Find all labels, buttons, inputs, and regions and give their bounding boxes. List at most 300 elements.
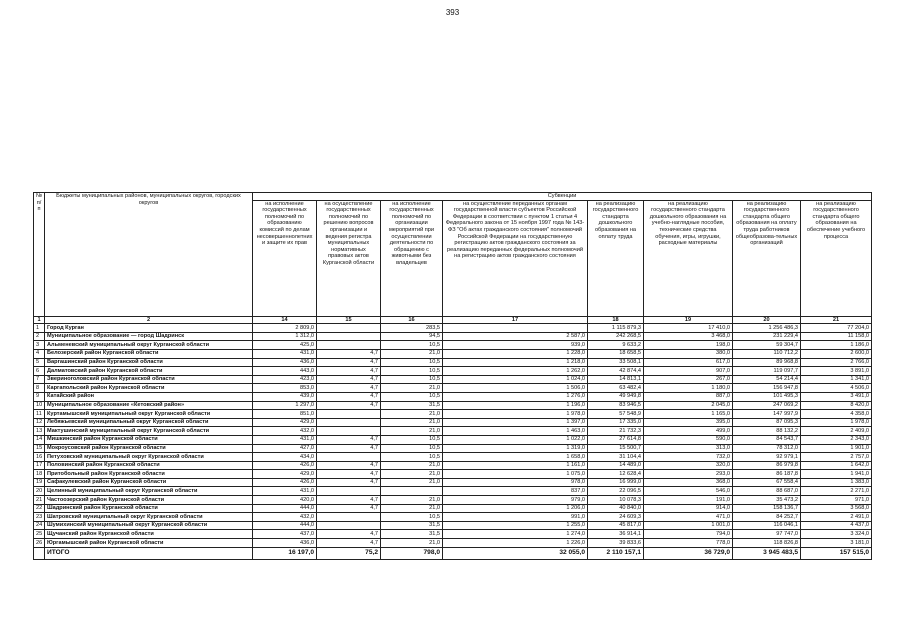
row-value: 116 046,1 [733,521,801,530]
row-value: 156 947,8 [733,384,801,393]
row-number: 20 [34,487,45,496]
row-value: 49 949,8 [588,392,644,401]
row-value: 2 343,0 [801,435,872,444]
row-value: 4,7 [317,461,381,470]
header-column: на реализацию государственного стандарта общего образования на оплату труда работников общеобразова-тельных организаций [733,200,801,316]
row-value: 31,5 [381,530,443,539]
row-value: 436,0 [253,358,317,367]
row-number: 22 [34,504,45,513]
row-value: 368,0 [644,478,733,487]
row-name: Звериноголовский район Курганской области [45,375,253,384]
header-subventions: Субвенции [253,193,872,201]
row-number: 19 [34,478,45,487]
row-value: 9 633,2 [588,341,644,350]
row-value: 8 420,0 [801,401,872,410]
row-number: 5 [34,358,45,367]
row-number: 16 [34,453,45,462]
row-value: 429,0 [253,418,317,427]
row-value: 31,5 [381,521,443,530]
table-row [34,530,872,539]
row-value: 778,0 [644,539,733,548]
row-name: Целинный муниципальный округ Курганской области [45,487,253,496]
row-number: 4 [34,349,45,358]
row-value: 1 161,0 [443,461,588,470]
row-name: Муниципальное образование «Кетовский район» [45,401,253,410]
row-value: 88 687,0 [733,487,801,496]
row-value [317,453,381,462]
row-value: 21,0 [381,410,443,419]
row-value: 33 508,1 [588,358,644,367]
table-row [34,358,872,367]
header-column: на осуществление переданных органам государственной власти субъектов Российской Федерации в соответствии с пунктом 1 статьи 4 Федерального закона от 15 ноября 1997 года № 143-ФЗ "Об актах гражданского состояния" полномочий Российской Федерации на государственную регистрацию актов гражданского состояния за реализацию переданных федеральных полномочий на регистрацию актов гражданского состояния [443,200,588,316]
table-row [34,418,872,427]
row-value: 837,0 [443,487,588,496]
row-value: 437,0 [253,530,317,539]
row-value: 432,0 [253,513,317,522]
row-name: Мокроусовский район Курганской области [45,444,253,453]
row-name: Щучанский район Курганской области [45,530,253,539]
row-value: 18 658,5 [588,349,644,358]
row-value: 2 587,0 [443,332,588,341]
row-value: 16 999,0 [588,478,644,487]
table-row [34,496,872,505]
row-name: Шатровский муниципальный округ Курганской области [45,513,253,522]
row-value: 42 874,4 [588,367,644,376]
row-value: 617,0 [644,358,733,367]
row-value: 1 186,0 [801,341,872,350]
row-number: 10 [34,401,45,410]
table-row [34,435,872,444]
row-value: 1 024,0 [443,375,588,384]
column-index: 1 [34,316,45,324]
row-number: 3 [34,341,45,350]
row-value: 2 600,0 [801,349,872,358]
row-value [317,427,381,436]
row-number: 18 [34,470,45,479]
row-value: 84 252,7 [733,513,801,522]
table-row [34,487,872,496]
table-row [34,401,872,410]
row-name: Куртамышский муниципальный округ Курганской области [45,410,253,419]
row-value: 77 204,0 [801,324,872,333]
table-row [34,513,872,522]
table-row [34,504,872,513]
table-row [34,332,872,341]
column-index: 17 [443,316,588,324]
column-index: 19 [644,316,733,324]
table-row [34,341,872,350]
row-value: 425,0 [253,341,317,350]
row-value: 4,7 [317,504,381,513]
row-value: 4,7 [317,470,381,479]
row-value: 88 132,2 [733,427,801,436]
row-number: 8 [34,384,45,393]
row-value: 4,7 [317,384,381,393]
row-value: 313,0 [644,444,733,453]
row-value: 84 543,7 [733,435,801,444]
row-value: 1 255,0 [443,521,588,530]
row-value: 1 274,0 [443,530,588,539]
row-value: 1 256 486,3 [733,324,801,333]
row-value: 78 312,0 [733,444,801,453]
row-value: 247 069,2 [733,401,801,410]
row-value: 1 658,0 [443,453,588,462]
row-value: 57 548,9 [588,410,644,419]
row-value: 380,0 [644,349,733,358]
header-no: № п/п [34,193,45,317]
row-value: 4,7 [317,539,381,548]
row-value: 267,0 [644,375,733,384]
row-value: 1 941,0 [801,470,872,479]
row-value: 21,0 [381,384,443,393]
row-value: 21,0 [381,504,443,513]
row-value: 17 410,0 [644,324,733,333]
row-name: Мактушинский муниципальный округ Курганской области [45,427,253,436]
row-value: 14 813,1 [588,375,644,384]
row-value: 423,0 [253,375,317,384]
column-index: 16 [381,316,443,324]
row-value: 3 568,0 [801,504,872,513]
row-value: 4,7 [317,358,381,367]
row-value: 54 214,4 [733,375,801,384]
row-value [317,418,381,427]
table-row [34,410,872,419]
row-value: 3 181,0 [801,539,872,548]
row-value: 1 463,0 [443,427,588,436]
row-value: 443,0 [253,367,317,376]
row-value: 14 489,0 [588,461,644,470]
row-value: 4,7 [317,478,381,487]
row-value: 434,0 [253,453,317,462]
row-number: 21 [34,496,45,505]
row-name: Мишкинский район Курганской области [45,435,253,444]
row-value: 426,0 [253,478,317,487]
table-row [34,349,872,358]
header-column: на исполнение государственных полномочий по образованию комиссий по делам несовершеннолетних и защите их прав [253,200,317,316]
row-value [443,324,588,333]
row-value: 851,0 [253,410,317,419]
row-value: 1 506,0 [443,384,588,393]
row-value: 83 946,5 [588,401,644,410]
row-value: 3 491,0 [801,392,872,401]
row-value: 283,5 [381,324,443,333]
row-value: 10 078,3 [588,496,644,505]
row-value: 3 324,0 [801,530,872,539]
row-value: 1 226,0 [443,539,588,548]
row-value: 499,0 [644,427,733,436]
row-value: 4,7 [317,496,381,505]
row-value: 1 075,0 [443,470,588,479]
row-value [317,410,381,419]
row-value: 97 747,0 [733,530,801,539]
row-value: 979,0 [443,496,588,505]
row-number: 25 [34,530,45,539]
row-value: 1 978,0 [801,418,872,427]
row-value: 110 712,2 [733,349,801,358]
row-value: 4,7 [317,435,381,444]
row-value: 907,0 [644,367,733,376]
row-value: 1 276,0 [443,392,588,401]
row-value: 991,0 [443,513,588,522]
row-value: 1 165,0 [644,410,733,419]
row-number: 14 [34,435,45,444]
row-value: 1 115 879,3 [588,324,644,333]
row-value: 1 312,0 [253,332,317,341]
row-value: 1 383,0 [801,478,872,487]
row-value: 432,0 [253,427,317,436]
row-value: 21,0 [381,539,443,548]
row-number: 23 [34,513,45,522]
row-name: Шадринский район Курганской области [45,504,253,513]
table-row [34,324,872,333]
row-value [317,521,381,530]
row-value: 429,0 [253,470,317,479]
total-label: ИТОГО [45,547,253,559]
row-value: 1 206,0 [443,504,588,513]
table-row [34,453,872,462]
row-value: 31,5 [381,401,443,410]
row-value: 4 506,0 [801,384,872,393]
row-name: Город Курган [45,324,253,333]
column-index: 15 [317,316,381,324]
header-column: на реализацию государственного стандарта дошкольного образования на учебно-наглядные пособия, технические средства обучения, игры, игрушки, расходные материалы [644,200,733,316]
row-name: Притобольный район Курганской области [45,470,253,479]
row-value: 436,0 [253,539,317,548]
table-row [34,521,872,530]
row-value: 471,0 [644,513,733,522]
row-value: 45 817,0 [588,521,644,530]
row-value: 1 001,0 [644,521,733,530]
row-value: 15 500,7 [588,444,644,453]
row-name: Лебяжьевский муниципальный округ Курганской области [45,418,253,427]
row-value: 2 766,0 [801,358,872,367]
row-number: 15 [34,444,45,453]
row-value: 231 229,4 [733,332,801,341]
row-value: 86 979,8 [733,461,801,470]
row-value: 11 158,0 [801,332,872,341]
row-value: 431,0 [253,487,317,496]
row-value: 1 262,0 [443,367,588,376]
row-value: 590,0 [644,435,733,444]
column-index: 2 [45,316,253,324]
row-value: 21,0 [381,427,443,436]
row-value: 17 335,0 [588,418,644,427]
row-name: Катайский район [45,392,253,401]
row-value: 21,0 [381,496,443,505]
table-row [34,478,872,487]
row-value: 39 833,6 [588,539,644,548]
row-value: 118 826,8 [733,539,801,548]
row-value: 2 491,0 [801,513,872,522]
row-value [317,487,381,496]
row-name: Белозерский район Курганской области [45,349,253,358]
header-column: на реализацию государственного стандарта дошкольного образования на оплату труда [588,200,644,316]
table-row [34,384,872,393]
row-value: 86 187,8 [733,470,801,479]
row-value: 1 022,0 [443,435,588,444]
row-value: 939,0 [443,341,588,350]
row-value: 1 642,0 [801,461,872,470]
row-value: 4,7 [317,367,381,376]
row-value: 420,0 [253,496,317,505]
row-value: 119 097,7 [733,367,801,376]
row-value: 426,0 [253,461,317,470]
row-value: 732,0 [644,453,733,462]
row-value: 1 228,0 [443,349,588,358]
header-index-row [34,316,872,324]
row-name: Шумихинский муниципальный округ Курганской области [45,521,253,530]
total-value: 3 945 483,5 [733,547,801,559]
row-value: 21 732,3 [588,427,644,436]
row-value: 1 297,0 [253,401,317,410]
row-value: 10,5 [381,435,443,444]
column-index: 18 [588,316,644,324]
row-value: 4,7 [317,444,381,453]
table-row [34,427,872,436]
row-value: 1 978,0 [443,410,588,419]
row-value: 147 997,9 [733,410,801,419]
row-value: 546,0 [644,487,733,496]
table-row [34,470,872,479]
row-value: 444,0 [253,521,317,530]
row-number: 24 [34,521,45,530]
row-value: 22 096,5 [588,487,644,496]
row-name: Муниципальное образование — город Шадринск [45,332,253,341]
row-name: Сафакулевский район Курганской области [45,478,253,487]
row-value: 4 437,0 [801,521,872,530]
row-number: 6 [34,367,45,376]
row-value [317,513,381,522]
row-number: 12 [34,418,45,427]
row-value: 101 495,3 [733,392,801,401]
total-row [34,547,872,559]
row-value: 2 757,0 [801,453,872,462]
header-column: на реализацию государственного стандарта общего образования на обеспечение учебного процесса [801,200,872,316]
row-value: 4,7 [317,392,381,401]
column-index: 14 [253,316,317,324]
row-value: 87 095,3 [733,418,801,427]
row-value: 10,5 [381,392,443,401]
row-number: 9 [34,392,45,401]
table-row [34,367,872,376]
total-value: 36 729,0 [644,547,733,559]
row-value: 794,0 [644,530,733,539]
row-value: 21,0 [381,461,443,470]
row-value: 978,0 [443,478,588,487]
header-column: на осуществление государственных полномочий по решению вопросов организации и ведения регистра муниципальных нормативных правовых актов Курганской области [317,200,381,316]
row-name: Частоозерский район Курганской области [45,496,253,505]
row-value: 1 901,0 [801,444,872,453]
row-value: 158 136,7 [733,504,801,513]
total-value: 157 515,0 [801,547,872,559]
table-row [34,375,872,384]
row-value: 4,7 [317,530,381,539]
table-row [34,539,872,548]
row-name: Половинский район Курганской области [45,461,253,470]
total-value: 798,0 [381,547,443,559]
row-number: 1 [34,324,45,333]
row-value: 1 196,0 [443,401,588,410]
row-value: 24 609,3 [588,513,644,522]
page-number: 393 [445,8,460,17]
row-value: 427,0 [253,444,317,453]
row-value: 1 397,0 [443,418,588,427]
row-value: 2 271,0 [801,487,872,496]
row-number: 13 [34,427,45,436]
row-value: 431,0 [253,349,317,358]
row-value: 10,5 [381,341,443,350]
table-row [34,461,872,470]
row-value: 89 968,8 [733,358,801,367]
row-value: 1 218,0 [443,358,588,367]
row-value: 4,7 [317,349,381,358]
row-value: 2 045,0 [644,401,733,410]
row-value: 191,0 [644,496,733,505]
row-number: 17 [34,461,45,470]
row-value: 63 482,4 [588,384,644,393]
row-value: 10,5 [381,367,443,376]
row-number: 7 [34,375,45,384]
row-value: 59 304,7 [733,341,801,350]
row-value: 971,0 [801,496,872,505]
header-column: на исполнение государственных полномочий по организации мероприятий при осуществлении деятельности по обращению с животными без владельцев [381,200,443,316]
row-value [381,487,443,496]
row-number: 2 [34,332,45,341]
row-value: 887,0 [644,392,733,401]
row-value: 242 268,5 [588,332,644,341]
row-value: 10,5 [381,453,443,462]
row-value: 1 180,0 [644,384,733,393]
row-value: 4,7 [317,375,381,384]
row-value: 21,0 [381,349,443,358]
row-value: 94,5 [381,332,443,341]
row-value: 395,0 [644,418,733,427]
row-value [317,341,381,350]
row-value: 4,7 [317,401,381,410]
column-index: 20 [733,316,801,324]
row-value [317,332,381,341]
row-value: 853,0 [253,384,317,393]
row-value: 21,0 [381,478,443,487]
row-value: 35 473,2 [733,496,801,505]
table-body [34,324,872,547]
row-value: 293,0 [644,470,733,479]
row-value: 10,5 [381,444,443,453]
column-index: 21 [801,316,872,324]
row-value: 92 979,1 [733,453,801,462]
row-value: 10,5 [381,358,443,367]
row-value: 10,5 [381,513,443,522]
row-value: 4 358,0 [801,410,872,419]
row-value: 2 409,0 [801,427,872,436]
row-value: 1 341,0 [801,375,872,384]
row-name: Альменевский муниципальный округ Курганской области [45,341,253,350]
row-name: Варгашинский район Курганской области [45,358,253,367]
row-value: 3 891,0 [801,367,872,376]
row-value: 444,0 [253,504,317,513]
row-value: 27 614,8 [588,435,644,444]
row-name: Каргапольский район Курганской области [45,384,253,393]
row-value: 21,0 [381,418,443,427]
row-value: 439,0 [253,392,317,401]
row-value: 31 104,4 [588,453,644,462]
subventions-table [33,192,872,560]
total-value: 16 197,0 [253,547,317,559]
row-value: 2 809,0 [253,324,317,333]
row-value: 21,0 [381,470,443,479]
total-value: 75,2 [317,547,381,559]
row-value: 36 914,1 [588,530,644,539]
